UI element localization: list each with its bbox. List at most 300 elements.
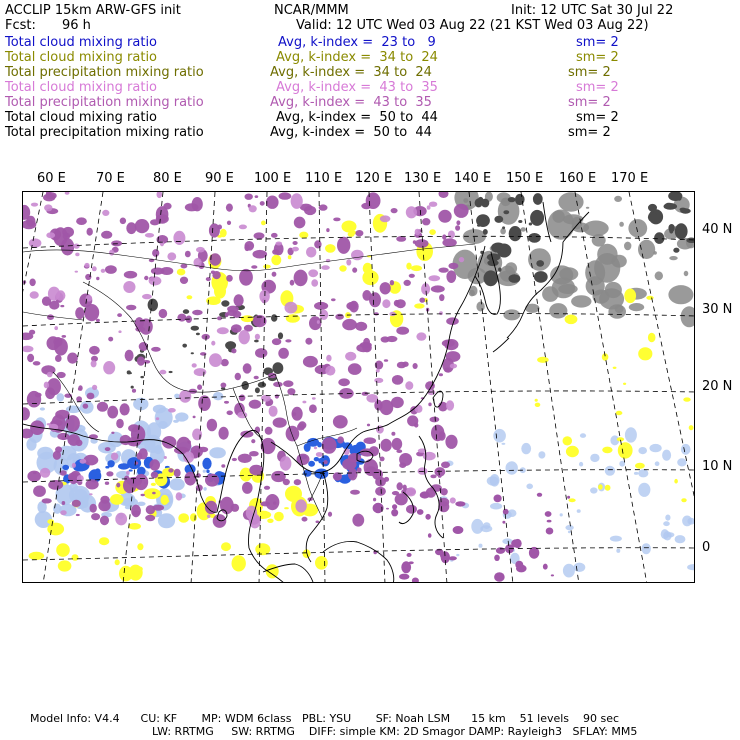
mid-cloud-patch <box>99 537 109 545</box>
field-3-desc: Avg, k-index = 34 to 24 <box>270 65 432 80</box>
upper-cloud-patch <box>446 270 456 283</box>
mid-cloud-patch <box>151 483 156 486</box>
high-cloud-core-patch <box>273 362 284 374</box>
mid-cloud-patch <box>263 265 271 269</box>
high-cloud-core-patch <box>148 299 158 312</box>
low-cloud-patch <box>203 487 206 491</box>
upper-cloud-patch <box>242 482 253 494</box>
upper-cloud-patch <box>364 437 377 444</box>
high-cloud-core-patch <box>497 244 512 258</box>
upper-cloud-patch <box>187 440 191 443</box>
upper-cloud-patch <box>251 439 255 443</box>
upper-cloud-patch <box>412 578 419 584</box>
high-cloud-core-patch <box>533 193 543 205</box>
upper-cloud-patch <box>448 231 455 239</box>
upper-cloud-patch <box>428 533 432 538</box>
high-cloud-core-patch <box>484 270 498 286</box>
upper-cloud-patch <box>417 509 424 515</box>
upper-cloud-patch <box>139 448 148 459</box>
low-cloud-patch <box>665 515 670 521</box>
vietnam-coastline <box>306 472 328 562</box>
upper-cloud-patch <box>254 232 265 239</box>
upper-cloud-patch <box>192 363 197 367</box>
low-cloud-patch <box>577 509 581 513</box>
upper-cloud-patch <box>111 432 114 434</box>
upper-cloud-patch <box>496 547 505 554</box>
fcst-value: 96 h <box>62 18 91 33</box>
upper-cloud-patch <box>255 334 260 340</box>
upper-cloud-patch <box>75 307 84 319</box>
high-cloud-core-patch <box>675 223 688 239</box>
upper-cloud-patch <box>430 417 440 423</box>
upper-cloud-patch <box>392 375 403 385</box>
upper-cloud-patch <box>128 424 140 432</box>
upper-cloud-patch <box>232 458 237 461</box>
upper-cloud-patch <box>409 274 415 278</box>
upper-cloud-patch <box>326 228 329 232</box>
high-cloud-core-patch <box>258 382 266 388</box>
upper-cloud-patch <box>120 218 126 225</box>
upper-cloud-patch <box>120 403 130 415</box>
upper-cloud-patch <box>227 411 233 416</box>
high-cloud-core-patch <box>475 198 483 207</box>
mid-cloud-patch <box>161 495 169 505</box>
field-5-desc: Avg, k-index = 43 to 35 <box>270 95 432 110</box>
upper-cloud-patch <box>103 361 115 374</box>
low-cloud-patch <box>574 563 586 572</box>
upper-cloud-patch <box>89 346 100 355</box>
mid-cloud-patch <box>339 265 346 271</box>
upper-cloud-patch <box>337 237 350 254</box>
low-cloud-patch <box>650 444 662 452</box>
upper-cloud-patch <box>77 475 84 482</box>
upper-cloud-patch <box>89 493 92 495</box>
upper-cloud-patch <box>116 483 120 488</box>
footer-model-info: Model Info: V4.4 CU: KF MP: WDM 6class PBL: YSU SF: Noah LSM 15 km 51 levels 90 sec <box>30 712 620 725</box>
upper-cloud-patch <box>84 263 89 268</box>
mid-cloud-patch <box>623 383 626 385</box>
high-cloud-core-patch <box>255 387 260 393</box>
upper-cloud-patch <box>511 539 522 547</box>
field-7-sm: sm= 2 <box>568 125 611 140</box>
upper-cloud-patch <box>450 497 456 503</box>
mid-cloud-patch <box>616 411 623 415</box>
upper-cloud-patch <box>450 364 457 369</box>
upper-cloud-patch <box>302 401 306 404</box>
mid-cloud-patch <box>414 303 424 308</box>
low-cloud-patch <box>605 466 615 476</box>
mid-cloud-patch <box>683 397 690 401</box>
upper-cloud-patch <box>285 339 291 342</box>
upper-cloud-patch <box>168 468 173 472</box>
upper-cloud-patch <box>145 515 155 521</box>
low-cloud-patch <box>565 525 573 530</box>
field-shading <box>23 192 695 583</box>
mid-cloud-patch <box>299 232 308 239</box>
upper-cloud-patch <box>255 195 259 198</box>
high-cloud-core-patch <box>131 386 134 389</box>
upper-cloud-patch <box>439 294 444 301</box>
low-cloud-patch <box>490 474 500 487</box>
upper-cloud-patch <box>231 324 242 333</box>
upper-cloud-patch <box>177 314 186 322</box>
upper-cloud-patch <box>221 464 225 467</box>
upper-cloud-patch <box>205 474 219 487</box>
upper-cloud-patch <box>338 378 350 386</box>
mid-cloud-patch <box>137 543 143 550</box>
mid-cloud-patch <box>569 498 576 502</box>
mid-cloud-patch <box>187 295 193 299</box>
upper-cloud-patch <box>401 561 411 573</box>
field-6-desc: Avg, k-index = 50 to 44 <box>276 110 438 125</box>
upper-cloud-patch <box>57 372 66 378</box>
high-cloud-core-patch <box>509 274 521 283</box>
upper-cloud-patch <box>75 271 78 273</box>
upper-cloud-patch <box>294 270 308 287</box>
upper-cloud-patch <box>551 574 554 576</box>
upper-cloud-patch <box>33 472 37 474</box>
mid-cloud-patch <box>406 263 411 270</box>
upper-cloud-patch <box>245 194 253 200</box>
upper-cloud-patch <box>279 192 292 199</box>
low-cloud-patch <box>663 521 670 526</box>
upper-cloud-patch <box>124 271 137 279</box>
upper-cloud-patch <box>146 505 155 514</box>
kyushu-coastline <box>493 338 509 352</box>
high-cloud-core-patch <box>183 309 189 314</box>
low-cloud-patch <box>579 462 583 467</box>
upper-cloud-patch <box>418 467 428 474</box>
upper-cloud-patch <box>73 244 79 249</box>
high-cloud-patch <box>558 284 577 294</box>
upper-cloud-patch <box>101 231 112 239</box>
upper-cloud-patch <box>546 528 554 535</box>
high-cloud-core-patch <box>140 376 144 378</box>
upper-cloud-patch <box>62 501 66 505</box>
upper-cloud-patch <box>53 451 61 460</box>
upper-cloud-patch <box>87 228 93 236</box>
high-cloud-patch <box>669 256 677 260</box>
upper-cloud-patch <box>415 239 429 248</box>
upper-cloud-patch <box>151 472 159 479</box>
mid-cloud-patch <box>681 498 686 502</box>
mid-cloud-patch <box>286 314 300 323</box>
mid-cloud-patch <box>128 523 141 530</box>
upper-cloud-patch <box>227 221 231 225</box>
upper-cloud-patch <box>84 304 99 321</box>
upper-cloud-patch <box>429 275 441 281</box>
low-cloud-core-patch <box>304 443 311 452</box>
upper-cloud-patch <box>47 378 61 395</box>
mid-cloud-patch <box>137 567 143 572</box>
grid-lat-20n <box>23 391 695 404</box>
upper-cloud-patch <box>272 272 277 277</box>
upper-cloud-patch <box>260 501 270 506</box>
mid-cloud-patch <box>605 485 611 491</box>
upper-cloud-patch <box>234 294 244 306</box>
upper-cloud-patch <box>135 219 150 233</box>
upper-cloud-patch <box>264 486 270 490</box>
upper-cloud-patch <box>63 233 70 240</box>
mid-cloud-patch <box>563 436 573 445</box>
field-5-sm: sm= 2 <box>568 95 611 110</box>
mid-cloud-patch <box>689 425 694 430</box>
upper-cloud-patch <box>435 467 446 477</box>
upper-cloud-patch <box>196 247 205 253</box>
map-panel <box>22 191 695 583</box>
low-cloud-patch <box>538 451 545 458</box>
upper-cloud-patch <box>272 338 281 345</box>
upper-cloud-patch <box>384 359 388 362</box>
upper-cloud-patch <box>101 269 106 273</box>
high-cloud-patch <box>571 295 591 307</box>
high-cloud-patch <box>668 285 693 304</box>
upper-cloud-patch <box>249 400 261 409</box>
low-cloud-core-patch <box>202 458 211 470</box>
mid-cloud-patch <box>618 442 633 458</box>
high-cloud-core-patch <box>502 226 505 229</box>
high-cloud-core-patch <box>225 341 236 350</box>
upper-cloud-patch <box>179 390 191 403</box>
upper-cloud-patch <box>292 412 296 416</box>
upper-cloud-patch <box>108 337 113 342</box>
low-cloud-patch <box>521 443 531 454</box>
lon-label-150e: 150 E <box>506 171 544 186</box>
upper-cloud-patch <box>243 363 252 373</box>
high-cloud-core-patch <box>518 220 522 223</box>
upper-cloud-patch <box>239 330 250 344</box>
upper-cloud-patch <box>117 313 122 317</box>
lon-label-170e: 170 E <box>611 171 649 186</box>
upper-cloud-patch <box>226 275 233 282</box>
upper-cloud-patch <box>255 348 267 358</box>
low-cloud-patch <box>590 487 597 493</box>
high-cloud-patch <box>619 222 624 227</box>
upper-cloud-patch <box>431 285 445 292</box>
upper-cloud-patch <box>399 453 412 466</box>
upper-cloud-patch <box>145 233 154 238</box>
upper-cloud-patch <box>156 206 169 222</box>
upper-cloud-patch <box>406 487 416 496</box>
upper-cloud-patch <box>269 406 278 417</box>
upper-cloud-patch <box>324 460 328 464</box>
upper-cloud-patch <box>449 556 457 560</box>
upper-cloud-patch <box>221 383 227 388</box>
upper-cloud-patch <box>283 380 293 387</box>
upper-cloud-patch <box>249 205 257 212</box>
upper-cloud-patch <box>29 238 42 247</box>
mid-cloud-patch <box>29 552 45 560</box>
upper-cloud-patch <box>380 282 391 294</box>
mid-cloud-patch <box>674 479 678 484</box>
upper-cloud-patch <box>428 403 431 407</box>
lat-label-0: 0 <box>702 540 711 555</box>
upper-cloud-patch <box>44 204 52 211</box>
low-cloud-patch <box>40 407 45 410</box>
low-cloud-patch <box>687 564 695 570</box>
upper-cloud-patch <box>390 280 394 285</box>
low-cloud-patch <box>638 483 650 497</box>
lon-label-140e: 140 E <box>454 171 492 186</box>
field-7-name: Total precipitation mixing ratio <box>5 125 204 140</box>
upper-cloud-patch <box>209 353 222 367</box>
low-cloud-patch <box>57 393 65 401</box>
upper-cloud-patch <box>439 311 443 315</box>
high-cloud-patch <box>614 196 622 202</box>
low-cloud-patch <box>502 443 506 445</box>
high-cloud-core-patch <box>509 199 513 201</box>
upper-cloud-patch <box>116 419 124 429</box>
upper-cloud-patch <box>454 204 469 218</box>
low-cloud-patch <box>203 470 206 473</box>
upper-cloud-patch <box>355 230 363 236</box>
upper-cloud-patch <box>217 225 222 230</box>
upper-cloud-patch <box>33 486 46 497</box>
upper-cloud-patch <box>227 310 237 316</box>
upper-cloud-patch <box>221 359 229 366</box>
upper-cloud-patch <box>352 267 357 272</box>
mid-cloud-patch <box>220 229 227 238</box>
upper-cloud-patch <box>239 225 247 230</box>
high-cloud-core-patch <box>529 223 532 226</box>
upper-cloud-patch <box>48 287 60 301</box>
mid-cloud-patch <box>144 488 161 499</box>
low-cloud-patch <box>661 529 669 539</box>
upper-cloud-patch <box>369 292 381 307</box>
upper-cloud-patch <box>545 511 552 517</box>
low-cloud-patch <box>169 478 185 490</box>
upper-cloud-patch <box>239 395 246 402</box>
upper-cloud-patch <box>305 338 312 345</box>
field-7-desc: Avg, k-index = 50 to 44 <box>270 125 432 140</box>
upper-cloud-patch <box>326 355 331 362</box>
init-time: Init: 12 UTC Sat 30 Jul 22 <box>511 3 674 18</box>
mid-cloud-patch <box>613 367 617 369</box>
lat-label-10n: 10 N <box>702 459 733 474</box>
upper-cloud-patch <box>96 277 99 280</box>
upper-cloud-patch <box>192 197 203 211</box>
upper-cloud-patch <box>543 564 548 570</box>
upper-cloud-patch <box>345 352 356 361</box>
grid-lon-120e <box>369 192 385 583</box>
upper-cloud-patch <box>290 280 295 286</box>
upper-cloud-patch <box>235 373 241 381</box>
upper-cloud-patch <box>346 259 351 265</box>
upper-cloud-patch <box>348 363 362 375</box>
upper-cloud-patch <box>380 215 391 222</box>
high-cloud-core-patch <box>182 344 187 348</box>
upper-cloud-patch <box>314 447 317 450</box>
upper-cloud-patch <box>65 192 70 195</box>
high-cloud-patch <box>655 271 663 280</box>
mid-cloud-patch <box>598 484 603 489</box>
high-cloud-core-patch <box>528 233 540 243</box>
mid-cloud-patch <box>72 554 79 561</box>
upper-cloud-patch <box>111 453 118 461</box>
upper-cloud-patch <box>62 436 66 440</box>
upper-cloud-patch <box>31 203 38 207</box>
upper-cloud-patch <box>219 427 229 440</box>
low-cloud-patch <box>213 392 223 400</box>
upper-cloud-patch <box>61 238 74 255</box>
high-cloud-core-patch <box>648 212 657 222</box>
low-cloud-patch <box>675 535 686 543</box>
upper-cloud-patch <box>181 264 188 269</box>
low-cloud-patch <box>174 394 179 399</box>
upper-cloud-patch <box>91 360 97 367</box>
mid-cloud-patch <box>190 513 197 521</box>
high-cloud-core-patch <box>534 271 548 283</box>
low-cloud-patch <box>642 543 651 554</box>
upper-cloud-patch <box>346 302 357 310</box>
upper-cloud-patch <box>429 202 437 207</box>
high-cloud-core-patch <box>271 314 277 322</box>
upper-cloud-patch <box>76 217 87 225</box>
upper-cloud-patch <box>366 394 378 403</box>
upper-cloud-patch <box>355 322 367 331</box>
upper-cloud-patch <box>149 276 162 285</box>
upper-cloud-patch <box>404 280 411 286</box>
upper-cloud-patch <box>251 265 257 269</box>
upper-cloud-patch <box>317 320 320 324</box>
low-cloud-patch <box>634 472 639 475</box>
mid-cloud-patch <box>624 289 636 304</box>
high-cloud-core-patch <box>665 203 673 207</box>
upper-cloud-patch <box>309 316 321 330</box>
low-cloud-core-patch <box>95 468 101 474</box>
upper-cloud-patch <box>96 319 100 322</box>
field-3-sm: sm= 2 <box>568 65 611 80</box>
upper-cloud-patch <box>54 326 58 330</box>
upper-cloud-patch <box>156 417 159 420</box>
high-cloud-patch <box>558 192 583 212</box>
upper-cloud-patch <box>350 490 360 495</box>
upper-cloud-patch <box>441 462 450 469</box>
upper-cloud-patch <box>211 341 215 346</box>
high-cloud-patch <box>586 207 589 209</box>
upper-cloud-patch <box>430 475 436 479</box>
high-cloud-core-patch <box>536 260 544 267</box>
upper-cloud-patch <box>141 494 145 496</box>
mid-cloud-patch <box>535 403 541 407</box>
field-4-name: Total cloud mixing ratio <box>5 80 158 95</box>
mid-cloud-patch <box>411 265 422 271</box>
low-cloud-core-patch <box>118 463 130 469</box>
upper-cloud-patch <box>302 517 308 522</box>
upper-cloud-patch <box>126 305 136 311</box>
upper-cloud-patch <box>297 423 305 430</box>
upper-cloud-patch <box>311 279 318 286</box>
high-cloud-patch <box>528 248 551 271</box>
upper-cloud-patch <box>362 392 369 396</box>
upper-cloud-patch <box>55 355 62 362</box>
upper-cloud-patch <box>139 342 148 351</box>
low-cloud-patch <box>568 531 571 533</box>
upper-cloud-patch <box>392 438 403 450</box>
mid-cloud-patch <box>635 463 645 469</box>
upper-cloud-patch <box>374 378 383 383</box>
mid-cloud-patch <box>274 512 284 521</box>
upper-cloud-patch <box>226 204 233 212</box>
upper-cloud-patch <box>126 471 130 475</box>
high-cloud-core-patch <box>648 204 657 212</box>
field-2-sm: sm= 2 <box>576 50 619 65</box>
upper-cloud-patch <box>402 362 408 367</box>
mid-cloud-patch <box>284 507 289 509</box>
upper-cloud-patch <box>415 405 423 413</box>
upper-cloud-patch <box>115 513 127 526</box>
low-cloud-patch <box>677 458 686 466</box>
